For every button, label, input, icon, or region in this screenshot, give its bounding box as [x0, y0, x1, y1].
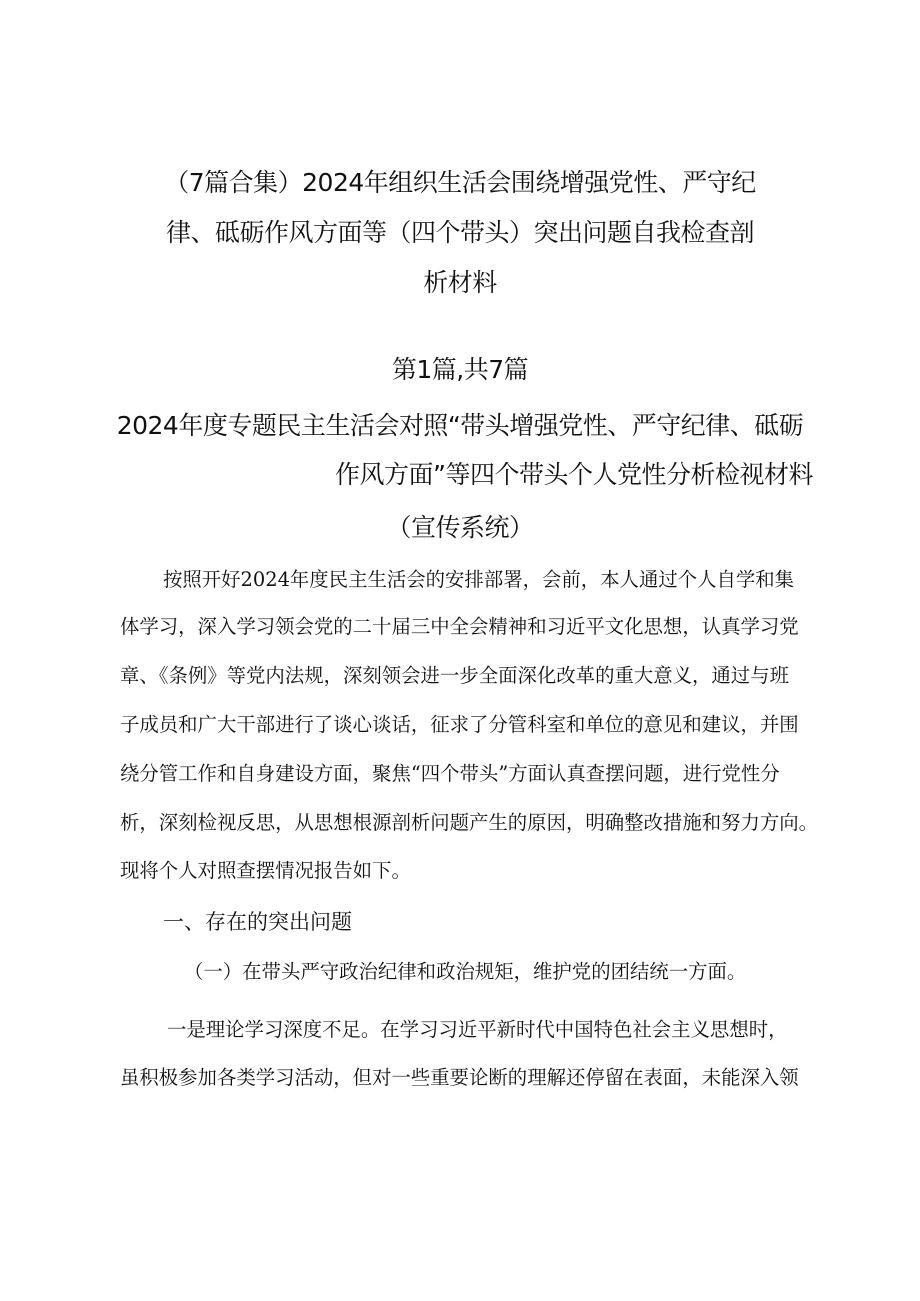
intro-paragraph-line: 现将个人对照查摆情况报告如下。 — [120, 859, 411, 882]
article-title-line-3: （宣传系统） — [386, 513, 534, 542]
doc-title-line-2: 律、砥砺作风方面等（四个带头）突出问题自我检查剖 — [165, 218, 754, 247]
point-paragraph-line: 虽积极参加各类学习活动，但对一些重要论断的理解还停留在表面，未能深入领 — [120, 1066, 799, 1089]
intro-paragraph-line: 析，深刻检视反思，从思想根源剖析问题产生的原因，明确整改措施和努力方向。 — [120, 811, 819, 834]
intro-paragraph-line: 章、《条例》等党内法规，深刻领会进一步全面深化改革的重大意义，通过与班 — [120, 664, 789, 687]
section-heading: 一、存在的突出问题 — [163, 910, 352, 934]
intro-paragraph-line: 按照开好2024年度民主生活会的安排部署，会前，本人通过个人自学和集 — [163, 568, 795, 591]
doc-title-line-3: 析材料 — [423, 268, 497, 297]
intro-paragraph-line: 体学习，深入学习领会党的二十届三中全会精神和习近平文化思想，认真学习党 — [120, 615, 799, 638]
subsection-heading: （一）在带头严守政治纪律和政治规矩，维护党的团结统一方面。 — [184, 960, 747, 983]
intro-paragraph-line: 绕分管工作和自身建设方面，聚焦“四个带头”方面认真查摆问题，进行党性分 — [120, 762, 780, 785]
article-title-line-2: 作风方面”等四个带头个人党性分析检视材料 — [335, 460, 813, 489]
article-title-line-1: 2024年度专题民主生活会对照“带头增强党性、严守纪律、砥砺 — [116, 411, 804, 440]
point-paragraph-line: 一是理论学习深度不足。在学习习近平新时代中国特色社会主义思想时， — [167, 1018, 788, 1041]
intro-paragraph-line: 子成员和广大干部进行了谈心谈话，征求了分管科室和单位的意见和建议，并围 — [120, 713, 799, 736]
doc-title-line-1: （7篇合集）2024年组织生活会围绕增强党性、严守纪 — [164, 168, 756, 197]
part-label: 第1篇,共7篇 — [391, 355, 529, 384]
